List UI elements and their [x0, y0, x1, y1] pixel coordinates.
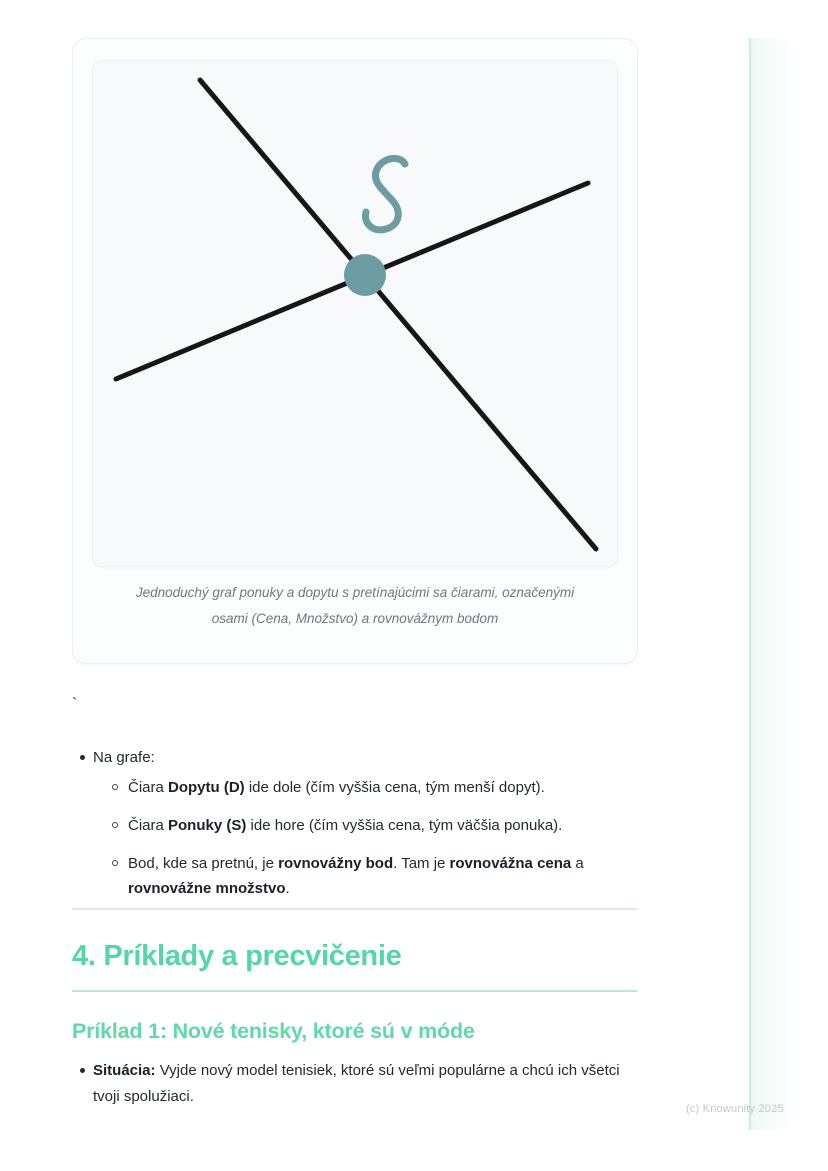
bullet-marker	[112, 813, 128, 828]
list-item	[72, 775, 638, 800]
page-edge-band	[749, 38, 791, 1130]
copyright-watermark: (c) Knowunity 2025	[686, 1103, 784, 1115]
supply-demand-graph-panel	[92, 60, 618, 567]
demand-curve-line	[200, 80, 596, 549]
supply-s-label-text	[93, 566, 94, 567]
bullet-disc-icon	[80, 755, 85, 760]
graph-notes-list	[72, 745, 638, 914]
list-item	[72, 851, 638, 901]
bullet-marker	[112, 775, 128, 790]
supply-demand-diagram	[93, 61, 617, 566]
stray-backtick-character: `	[72, 696, 78, 713]
supply-demand-figure-card	[72, 38, 638, 664]
list-item	[72, 813, 638, 838]
list-item-text: Čiara Ponuky (S) ide hore (čím vyššia cena, tým väčšia ponuka).	[128, 817, 563, 834]
figure-caption	[103, 580, 607, 632]
bullet-circle-icon	[112, 822, 118, 828]
list-item	[72, 1058, 638, 1110]
supply-s-label-glyph	[365, 158, 405, 229]
situation-list	[72, 1058, 638, 1115]
bullet-marker	[80, 745, 93, 760]
bullet-marker	[112, 851, 128, 866]
bullet-circle-icon	[112, 784, 118, 790]
section-divider	[72, 908, 637, 910]
bullet-marker	[80, 1058, 93, 1073]
figure-caption-line1: Jednoduchý graf ponuky a dopytu s pretínajúcimi sa čiarami, označenými	[135, 585, 575, 600]
example-subheading: Príklad 1: Nové tenisky, ktoré sú v móde	[72, 1019, 475, 1043]
list-item-text: Situácia: Vyjde nový model tenisiek, ktoré sú veľmi populárne a chcú ich všetci tvoji spolužiaci.	[93, 1062, 620, 1105]
section-heading: 4. Príklady a precvičenie	[72, 933, 637, 992]
list-item-text: Čiara Dopytu (D) ide dole (čím vyššia cena, tým menší dopyt).	[128, 779, 545, 796]
list-item	[72, 745, 638, 770]
list-item-text: Bod, kde sa pretnú, je rovnovážny bod. Tam je rovnovážna cena a rovnovážne množstvo.	[128, 855, 584, 897]
equilibrium-point-dot	[344, 254, 386, 296]
bullet-circle-icon	[112, 860, 118, 866]
figure-caption-line2: osami (Cena, Množstvo) a rovnovážnym bodom	[211, 611, 499, 626]
bullet-disc-icon	[80, 1068, 85, 1073]
list-item-text: Na grafe:	[93, 749, 155, 766]
